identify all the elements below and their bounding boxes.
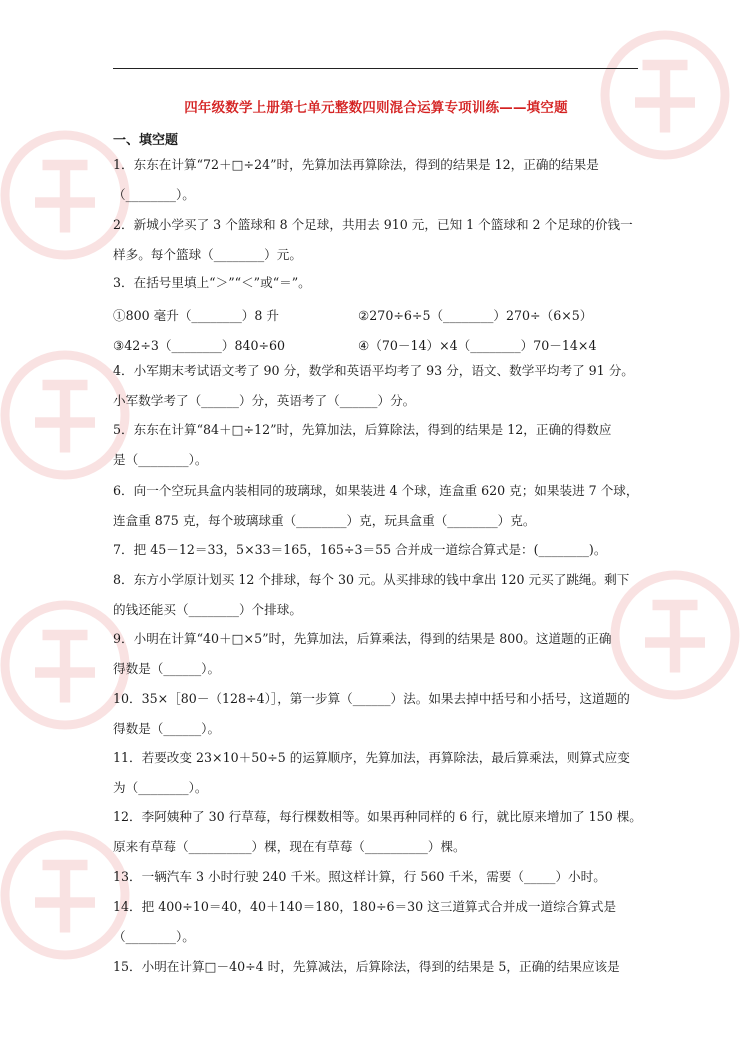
question-line: 4．小军期末考试语文考了 90 分，数学和英语平均考了 93 分，语文、数学平均考了 91 分。 <box>113 363 634 378</box>
question-line: 7．把 45－12＝33，5×33＝165，165÷3＝55 合并成一道综合算式是：(________)。 <box>113 542 607 557</box>
question-line: （________）。 <box>113 928 195 944</box>
question-11 <box>113 743 643 802</box>
question-line: 14．把 400÷10＝40，40＋140＝180，180÷6＝30 这三道算式合并成一道综合算式是 <box>113 899 617 914</box>
question-line: 的钱还能买（________）个排球。 <box>113 601 302 617</box>
question-line: 小军数学考了（______）分，英语考了（______）分。 <box>113 392 416 408</box>
question-line: 连盒重 875 克，每个玻璃球重（________）克，玩具盒重（________）克。 <box>113 512 536 528</box>
question-line: 11．若要改变 23×10＋50÷5 的运算顺序，先算加法，再算除法，最后算乘法，则算式应变 <box>113 750 630 765</box>
question-2 <box>113 210 643 269</box>
question-line: 6．向一个空玩具盒内装相同的玻璃球，如果装进 4 个球，连盒重 620 克；如果装进 7 个球， <box>113 483 639 498</box>
question-line: 得数是（______）。 <box>113 720 221 736</box>
question-10 <box>113 684 643 743</box>
question-3 <box>113 268 643 298</box>
question-1 <box>113 150 643 209</box>
question-line: （________）。 <box>113 186 195 202</box>
question-line: 13．一辆汽车 3 小时行驶 240 千米。照这样计算，行 560 千米，需要（_____）小时。 <box>113 869 606 884</box>
header-rule <box>113 68 638 69</box>
question-line: 得数是（______）。 <box>113 660 221 676</box>
question-8 <box>113 565 643 624</box>
question-line: 样多。每个篮球（________）元。 <box>113 246 302 262</box>
compare-a: ①800 毫升（________）8 升 <box>113 308 279 323</box>
question-line: 为（________）。 <box>113 779 208 795</box>
compare-d: ④（70－14）×4（________）70－14×4 <box>358 338 597 353</box>
question-line: 9．小明在计算“40＋□×5”时，先算加法，后算乘法，得到的结果是 800。这道题的正确 <box>113 631 612 646</box>
question-line: 12．李阿姨种了 30 行草莓，每行棵数相等。如果再种同样的 6 行，就比原来增加了 150 棵。 <box>113 809 642 824</box>
question-5 <box>113 415 643 474</box>
page-title: 四年级数学上册第七单元整数四则混合运算专项训练——填空题 <box>184 100 568 116</box>
question-line: 8．东方小学原计划买 12 个排球，每个 30 元。从买排球的钱中拿出 120 元买了跳绳。剩下 <box>113 572 630 587</box>
question-9 <box>113 624 643 683</box>
question-line: 5．东东在计算“84＋□÷12”时，先算加法，后算除法，得到的结果是 12，正确的得数应 <box>113 422 612 437</box>
question-line: 15．小明在计算□－40÷4 时，先算减法，后算除法，得到的结果是 5，正确的结果应该是 <box>113 959 620 974</box>
question-12 <box>113 802 643 861</box>
compare-c: ③42÷3（________）840÷60 <box>113 338 286 353</box>
question-15 <box>113 952 643 982</box>
question-13 <box>113 862 643 892</box>
question-4 <box>113 356 643 415</box>
question-line: 是（________）。 <box>113 451 208 467</box>
question-14 <box>113 892 643 951</box>
compare-b: ②270÷6÷5（________）270÷（6×5） <box>358 308 593 323</box>
question-line: 3．在括号里填上“＞”“＜”或“＝”。 <box>113 275 311 290</box>
question-line: 2．新城小学买了 3 个篮球和 8 个足球，共用去 910 元，已知 1 个篮球和 2 个足球的价钱一 <box>113 217 633 232</box>
question-7 <box>113 535 643 565</box>
question-line: 原来有草莓（__________）棵，现在有草莓（__________）棵。 <box>113 838 466 854</box>
question-line: 1．东东在计算“72＋□÷24”时，先算加法再算除法，得到的结果是 12，正确的结果是 <box>113 157 599 172</box>
question-6 <box>113 476 643 535</box>
watermark-icon <box>590 20 740 170</box>
section-heading: 一、填空题 <box>113 133 179 148</box>
question-line: 10．35×［80－（128÷4）］，第一步算（______）法。如果去掉中括号和小括号，这道题的 <box>113 691 630 706</box>
